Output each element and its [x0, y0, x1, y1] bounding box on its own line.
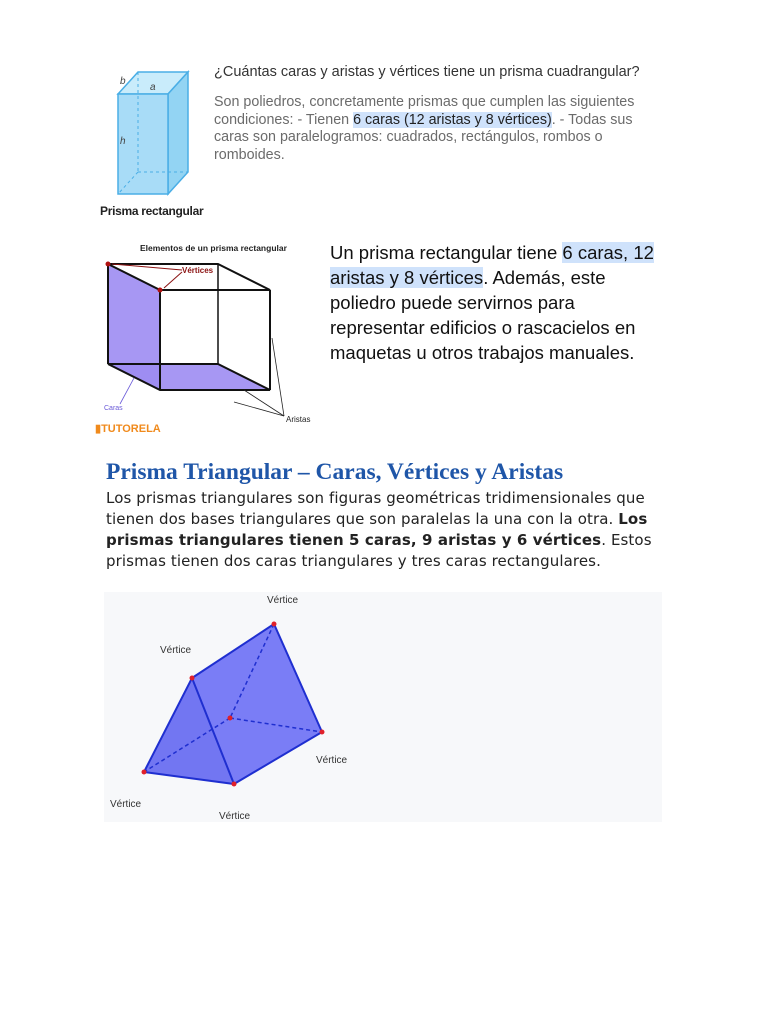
label-h: h	[120, 136, 126, 147]
prism-elements-figure	[94, 238, 326, 438]
brand-label: TUTORELA	[101, 423, 161, 435]
section-body	[106, 488, 666, 572]
answer-text-post: . - Todas sus caras son paralelogramos: cuadrados, rectángulos, rombos o romboides.	[214, 111, 633, 163]
paragraph-pre: Un prisma rectangular tiene	[330, 242, 563, 263]
vertex-dot	[320, 730, 325, 735]
label-aristas: Aristas	[286, 415, 311, 424]
vertex-dot	[190, 676, 195, 681]
label-a: a	[150, 82, 156, 93]
figure2-title: Elementos de un prisma rectangular	[140, 243, 287, 253]
question-answer	[214, 94, 664, 164]
vertex-dot	[228, 716, 233, 721]
label-caras: Caras	[104, 405, 123, 412]
vertex-label: Vértice	[160, 645, 192, 656]
prism-paragraph	[330, 240, 670, 365]
section-title: Prisma Triangular – Caras, Vértices y Aristas	[106, 459, 564, 485]
vertex-dot	[232, 782, 237, 787]
vertex-label: Vértice	[267, 595, 299, 606]
rectangular-prism-figure	[100, 66, 200, 202]
rectangular-prism-caption: Prisma rectangular	[100, 204, 204, 218]
tutorela-logo: ▮TUTORELA	[95, 423, 161, 435]
vertex-dot	[142, 770, 147, 775]
triangular-prism-figure	[104, 592, 364, 824]
label-vertices: Vértices	[182, 266, 214, 275]
vertex-label: Vértice	[110, 799, 142, 810]
label-b: b	[120, 76, 126, 87]
paragraph-highlight: 6 caras, 12 aristas y 8 vértices	[330, 242, 654, 288]
answer-highlight: 6 caras (12 aristas y 8 vértices)	[353, 111, 552, 128]
answer-text-pre: Son poliedros, concretamente prismas que cumplen las siguientes condiciones: - Tienen	[214, 94, 635, 128]
vertex-label: Vértice	[219, 811, 251, 822]
vertex-label: Vértice	[316, 755, 348, 766]
section-body-bold: Los prismas triangulares tienen 5 caras, 9 aristas y 6 vértices	[106, 510, 648, 549]
question-title: ¿Cuántas caras y aristas y vértices tiene un prisma cuadrangular?	[214, 64, 640, 80]
section-body-post: . Estos prismas tienen dos caras triangulares y tres caras rectangulares.	[106, 531, 652, 570]
section-body-pre: Los prismas triangulares son figuras geométricas tridimensionales que tienen dos bases triangulares que son paralelas la una con la otra.	[106, 489, 645, 528]
vertex-dot	[272, 622, 277, 627]
paragraph-post: . Además, este poliedro puede servirnos para representar edificios o rascacielos en maquetas u otros trabajos manuales.	[330, 267, 636, 363]
